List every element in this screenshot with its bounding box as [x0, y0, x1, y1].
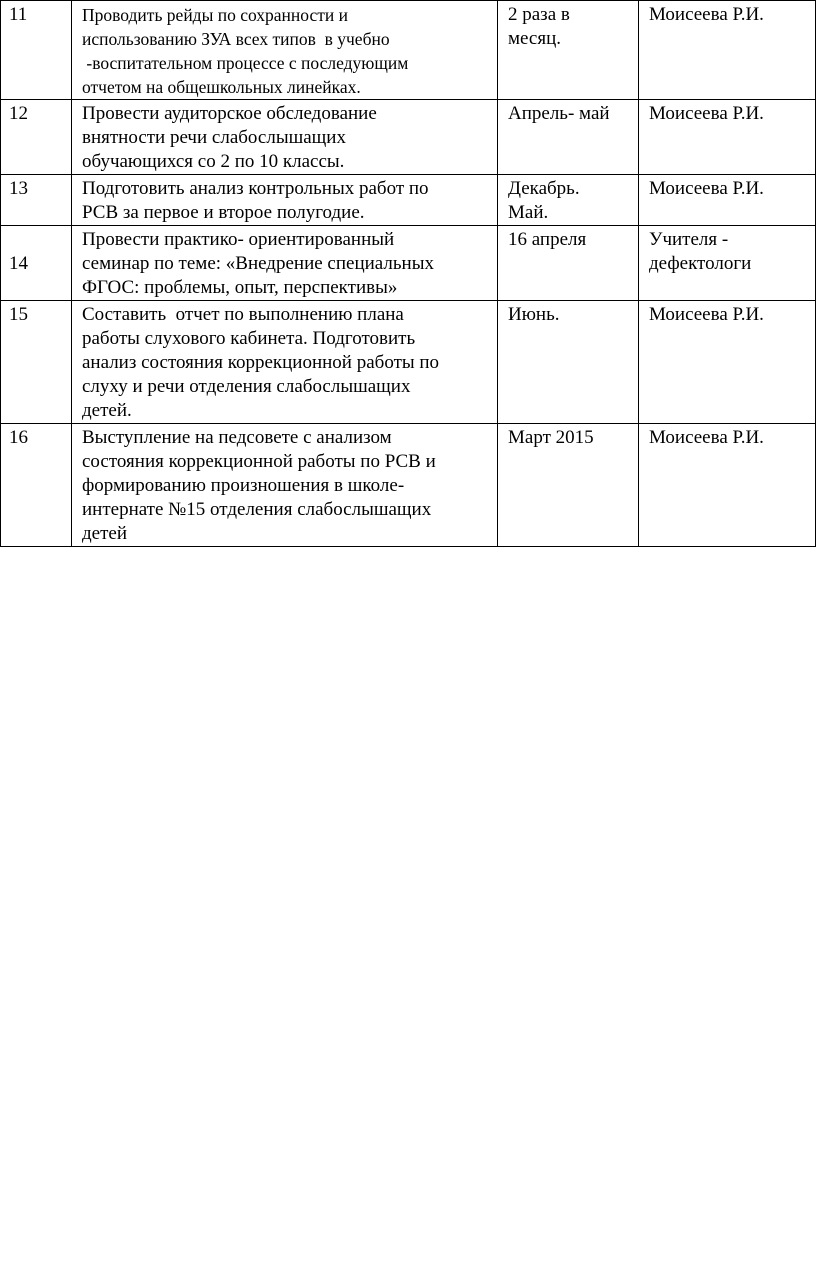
row-number: 11: [9, 4, 28, 25]
term-text-line: Март 2015: [508, 427, 594, 448]
task-text-line: РСВ за первое и второе полугодие.: [82, 202, 365, 223]
task-text-line: формированию произношения в школе-: [82, 475, 405, 496]
responsible-text-line: Моисеева Р.И.: [649, 178, 764, 199]
row-number: 14: [9, 253, 28, 274]
responsible-cell: [639, 1, 816, 100]
task-cell: [72, 100, 498, 175]
table-row: [1, 226, 816, 301]
term-text-line: месяц.: [508, 28, 562, 49]
row-number-cell: [1, 1, 72, 100]
table-row: [1, 100, 816, 175]
task-text-line: интернате №15 отделения слабослышащих: [82, 499, 432, 520]
term-text-line: 16 апреля: [508, 229, 587, 250]
activity-plan-table: [0, 0, 816, 547]
responsible-text-line: Учителя -: [649, 229, 729, 250]
task-text-line: Подготовить анализ контрольных работ по: [82, 178, 429, 199]
responsible-text-line: дефектологи: [649, 253, 752, 274]
term-cell: [498, 424, 639, 547]
task-text-line: состояния коррекционной работы по РСВ и: [82, 451, 436, 472]
responsible-text-line: Моисеева Р.И.: [649, 304, 764, 325]
term-text-line: Май.: [508, 202, 549, 223]
row-number-cell: [1, 100, 72, 175]
task-text-line: Составить отчет по выполнению плана: [82, 304, 404, 325]
task-cell: [72, 175, 498, 226]
term-cell: [498, 100, 639, 175]
task-text-line: работы слухового кабинета. Подготовить: [82, 328, 416, 349]
table-row: [1, 1, 816, 100]
task-text-line: анализ состояния коррекционной работы по: [82, 352, 440, 373]
table-row: [1, 175, 816, 226]
responsible-cell: [639, 175, 816, 226]
responsible-cell: [639, 226, 816, 301]
task-text-line: слуху и речи отделения слабослышащих: [82, 376, 411, 397]
task-cell: [72, 301, 498, 424]
term-text-line: Июнь.: [508, 304, 560, 325]
term-text-line: Апрель- май: [508, 103, 610, 124]
task-text-line: Провести практико- ориентированный: [82, 229, 395, 250]
row-number-cell: [1, 175, 72, 226]
task-text-line: -воспитательном процессе с последующим: [82, 53, 409, 73]
task-cell: [72, 226, 498, 301]
responsible-cell: [639, 100, 816, 175]
row-number-cell: [1, 424, 72, 547]
task-text-line: детей.: [82, 400, 132, 421]
row-number-cell: [1, 301, 72, 424]
term-text-line: 2 раза в: [508, 4, 570, 25]
term-text-line: Декабрь.: [508, 178, 580, 199]
table-row: [1, 301, 816, 424]
task-text-line: семинар по теме: «Внедрение специальных: [82, 253, 434, 274]
task-text-line: отчетом на общешкольных линейках.: [82, 77, 361, 97]
task-cell: [72, 424, 498, 547]
row-number-cell: [1, 226, 72, 301]
row-number: 13: [9, 178, 28, 199]
term-cell: [498, 226, 639, 301]
task-text-line: Провести аудиторское обследование: [82, 103, 377, 124]
activity-plan-body: [1, 1, 816, 547]
term-cell: [498, 1, 639, 100]
task-text-line: использованию ЗУА всех типов в учебно: [82, 29, 390, 49]
task-text-line: обучающихся со 2 по 10 классы.: [82, 151, 345, 172]
task-text-line: внятности речи слабослышащих: [82, 127, 346, 148]
task-cell: [72, 1, 498, 100]
task-text-line: Проводить рейды по сохранности и: [82, 5, 348, 25]
term-cell: [498, 175, 639, 226]
responsible-text-line: Моисеева Р.И.: [649, 4, 764, 25]
row-number: 12: [9, 103, 28, 124]
task-text-line: ФГОС: проблемы, опыт, перспективы»: [82, 277, 398, 298]
table-row: [1, 424, 816, 547]
row-number: 16: [9, 427, 28, 448]
task-text-line: детей: [82, 523, 128, 544]
responsible-cell: [639, 424, 816, 547]
responsible-text-line: Моисеева Р.И.: [649, 103, 764, 124]
task-text-line: Выступление на педсовете с анализом: [82, 427, 392, 448]
term-cell: [498, 301, 639, 424]
row-number: 15: [9, 304, 28, 325]
responsible-text-line: Моисеева Р.И.: [649, 427, 764, 448]
responsible-cell: [639, 301, 816, 424]
